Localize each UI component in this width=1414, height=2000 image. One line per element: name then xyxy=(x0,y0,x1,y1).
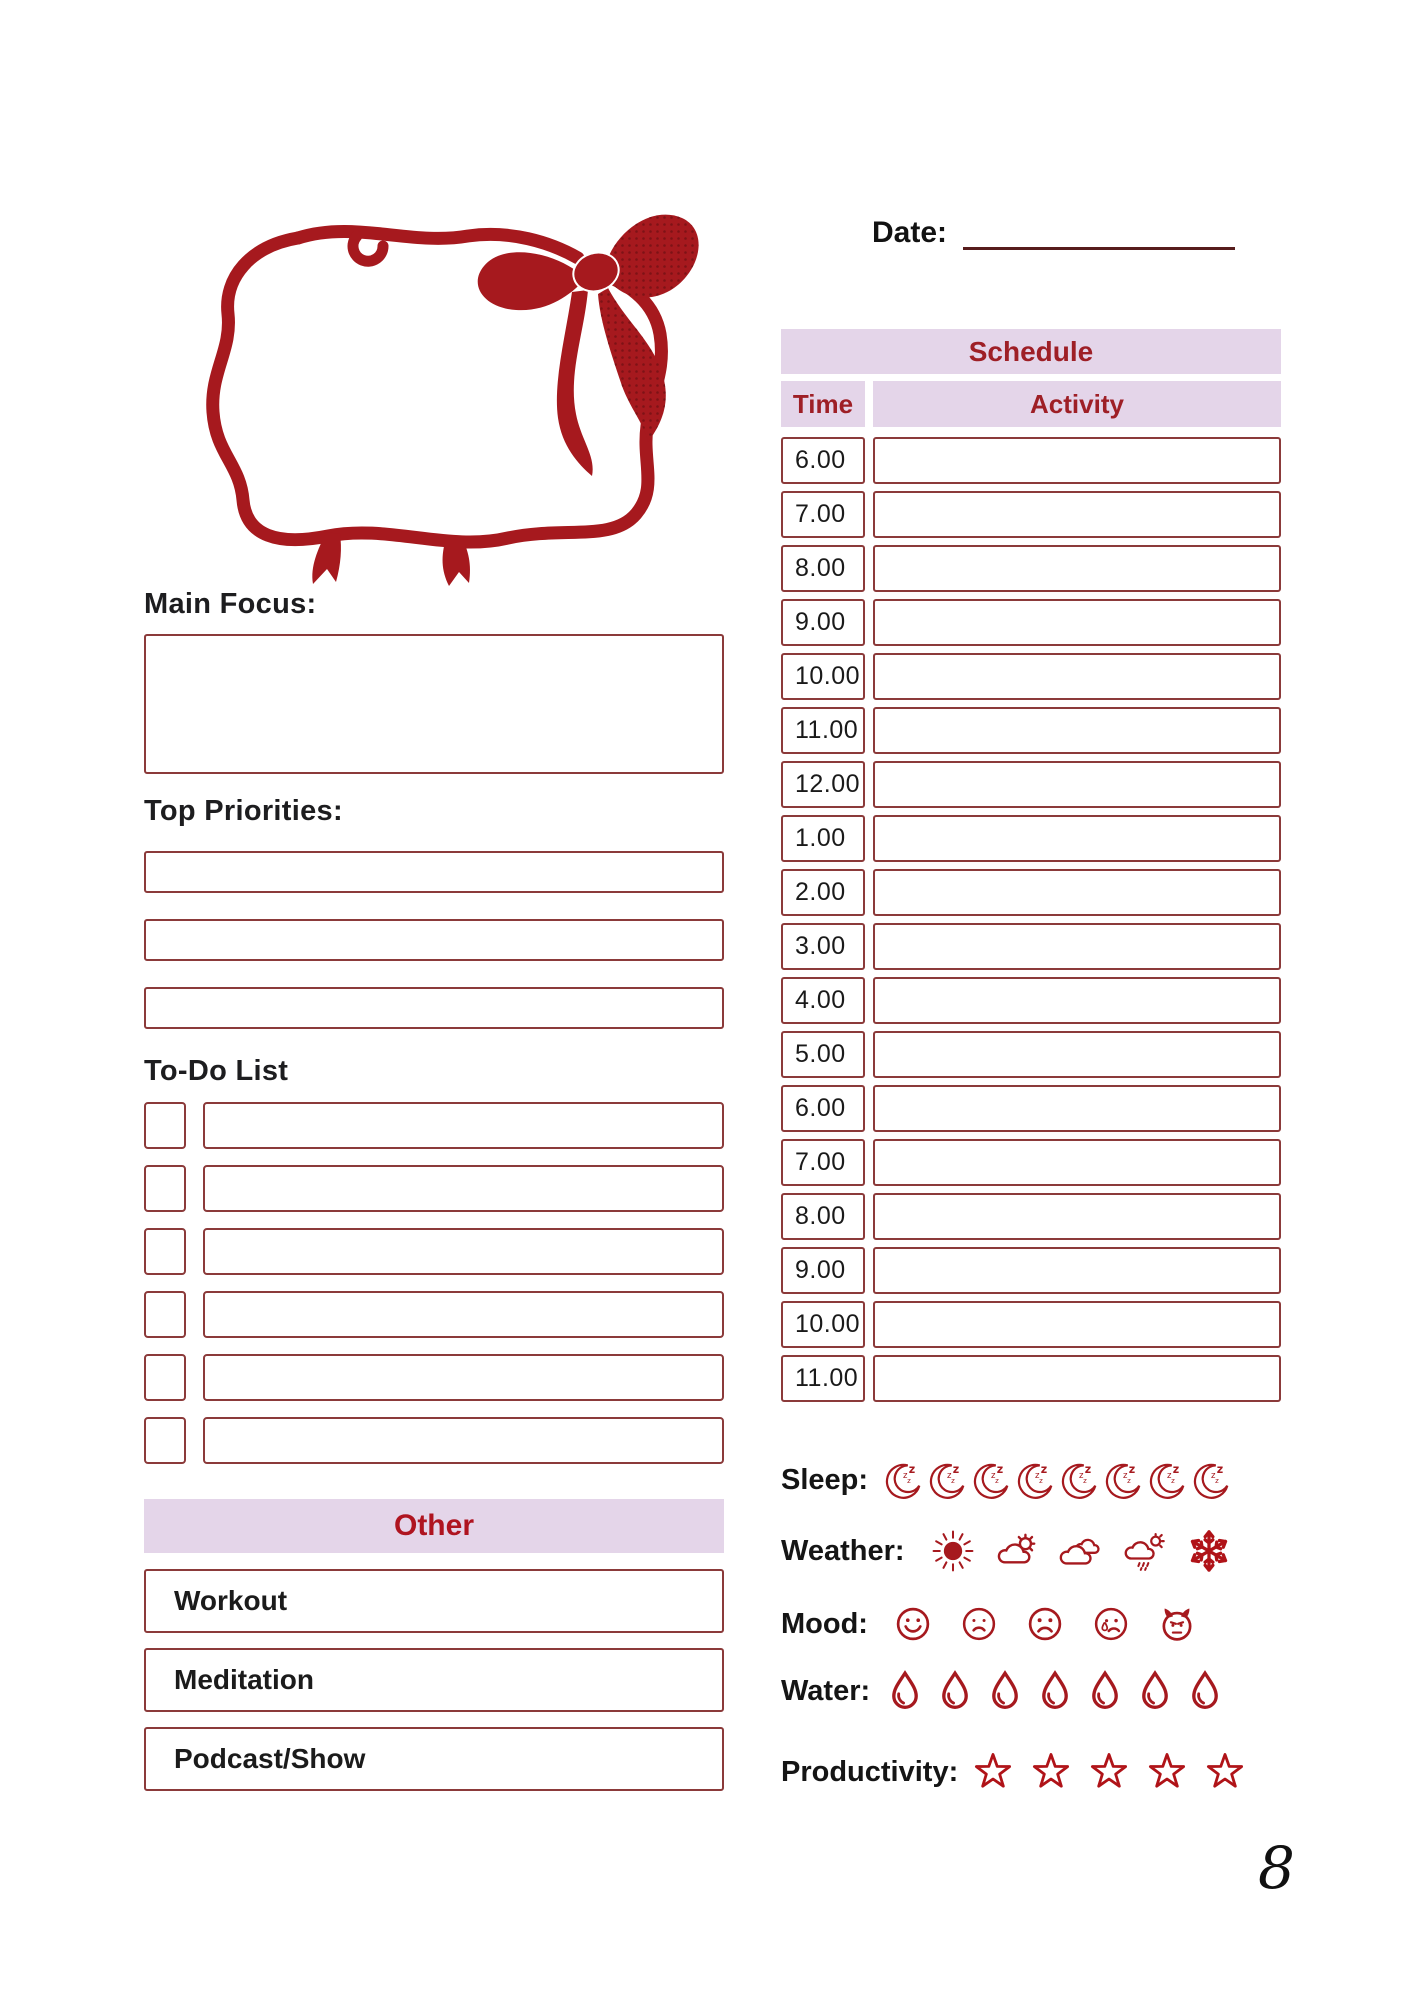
clouds-icon[interactable] xyxy=(1059,1529,1103,1573)
droplet-icon[interactable] xyxy=(1184,1670,1226,1712)
rain-sun-icon[interactable] xyxy=(1123,1529,1167,1573)
moon-zzz-icon[interactable] xyxy=(1016,1461,1054,1499)
time-cell: 10.00 xyxy=(781,653,865,700)
moon-zzz-icon[interactable] xyxy=(884,1461,922,1499)
schedule-row xyxy=(781,1139,1281,1186)
activity-cell[interactable] xyxy=(873,1355,1281,1402)
todo-text-field[interactable] xyxy=(203,1102,724,1149)
todo-checkbox[interactable] xyxy=(144,1102,186,1149)
star-outline-icon[interactable] xyxy=(972,1751,1014,1793)
activity-cell[interactable] xyxy=(873,1193,1281,1240)
activity-cell[interactable] xyxy=(873,1085,1281,1132)
activity-cell[interactable] xyxy=(873,437,1281,484)
activity-cell[interactable] xyxy=(873,977,1281,1024)
todo-row xyxy=(144,1291,724,1338)
date-row xyxy=(872,216,1235,250)
todo-list-label: To-Do List xyxy=(144,1055,289,1087)
sleep-tracker-row xyxy=(781,1452,1236,1508)
activity-cell[interactable] xyxy=(873,653,1281,700)
time-cell: 9.00 xyxy=(781,599,865,646)
date-label: Date: xyxy=(872,216,948,249)
priority-field[interactable] xyxy=(144,987,724,1029)
time-cell: 2.00 xyxy=(781,869,865,916)
todo-text-field[interactable] xyxy=(203,1417,724,1464)
activity-cell[interactable] xyxy=(873,1247,1281,1294)
todo-text-field[interactable] xyxy=(203,1354,724,1401)
schedule-row xyxy=(781,491,1281,538)
todo-list xyxy=(144,1102,724,1464)
priority-field[interactable] xyxy=(144,919,724,961)
productivity-label: Productivity: xyxy=(781,1755,959,1788)
slight-frown-face-icon[interactable] xyxy=(960,1605,998,1643)
moon-zzz-icon[interactable] xyxy=(1148,1461,1186,1499)
time-cell: 8.00 xyxy=(781,1193,865,1240)
productivity-tracker-row xyxy=(781,1744,1262,1800)
todo-row xyxy=(144,1228,724,1275)
page-number: 8 xyxy=(1258,1834,1295,1902)
activity-cell[interactable] xyxy=(873,1301,1281,1348)
todo-checkbox[interactable] xyxy=(144,1417,186,1464)
other-item-label: Podcast/Show xyxy=(174,1743,366,1774)
other-item-meditation[interactable] xyxy=(144,1648,724,1712)
schedule-column-headers xyxy=(781,381,1281,427)
smile-face-icon[interactable] xyxy=(894,1605,932,1643)
weather-label: Weather: xyxy=(781,1534,905,1567)
main-focus-label: Main Focus: xyxy=(144,588,317,620)
schedule-title: Schedule xyxy=(781,329,1281,374)
time-cell: 9.00 xyxy=(781,1247,865,1294)
todo-text-field[interactable] xyxy=(203,1165,724,1212)
schedule-row xyxy=(781,815,1281,862)
todo-checkbox[interactable] xyxy=(144,1165,186,1212)
todo-row xyxy=(144,1165,724,1212)
moon-zzz-icon[interactable] xyxy=(928,1461,966,1499)
activity-cell[interactable] xyxy=(873,707,1281,754)
time-cell: 11.00 xyxy=(781,707,865,754)
activity-cell[interactable] xyxy=(873,869,1281,916)
droplet-icon[interactable] xyxy=(984,1670,1026,1712)
time-cell: 8.00 xyxy=(781,545,865,592)
frown-face-icon[interactable] xyxy=(1026,1605,1064,1643)
activity-cell[interactable] xyxy=(873,491,1281,538)
todo-checkbox[interactable] xyxy=(144,1354,186,1401)
schedule-row xyxy=(781,599,1281,646)
droplet-icon[interactable] xyxy=(1034,1670,1076,1712)
schedule-row xyxy=(781,1301,1281,1348)
weather-tracker-row xyxy=(781,1521,1251,1581)
top-priorities-label: Top Priorities: xyxy=(144,795,343,827)
time-cell: 10.00 xyxy=(781,1301,865,1348)
top-priorities-list xyxy=(144,851,724,1029)
water-tracker-row xyxy=(781,1660,1234,1722)
droplet-icon[interactable] xyxy=(1084,1670,1126,1712)
ribbon-bow-frame-graphic xyxy=(150,186,710,586)
moon-zzz-icon[interactable] xyxy=(972,1461,1010,1499)
activity-cell[interactable] xyxy=(873,761,1281,808)
star-outline-icon[interactable] xyxy=(1146,1751,1188,1793)
schedule-row xyxy=(781,1247,1281,1294)
star-outline-icon[interactable] xyxy=(1030,1751,1072,1793)
crying-face-icon[interactable] xyxy=(1092,1605,1130,1643)
schedule-row xyxy=(781,1193,1281,1240)
schedule-row xyxy=(781,437,1281,484)
time-cell: 1.00 xyxy=(781,815,865,862)
time-cell: 6.00 xyxy=(781,1085,865,1132)
other-section-header: Other xyxy=(144,1499,724,1553)
time-cell: 6.00 xyxy=(781,437,865,484)
activity-cell[interactable] xyxy=(873,1031,1281,1078)
mood-label: Mood: xyxy=(781,1607,868,1640)
moon-zzz-icon[interactable] xyxy=(1104,1461,1142,1499)
schedule-row xyxy=(781,653,1281,700)
priority-field[interactable] xyxy=(144,851,724,893)
activity-cell[interactable] xyxy=(873,599,1281,646)
todo-checkbox[interactable] xyxy=(144,1291,186,1338)
schedule-row xyxy=(781,761,1281,808)
devil-face-icon[interactable] xyxy=(1158,1605,1196,1643)
todo-text-field[interactable] xyxy=(203,1228,724,1275)
schedule-row xyxy=(781,707,1281,754)
other-section-list xyxy=(144,1569,724,1791)
todo-text-field[interactable] xyxy=(203,1291,724,1338)
moon-zzz-icon[interactable] xyxy=(1192,1461,1230,1499)
other-item-podcast-show[interactable] xyxy=(144,1727,724,1791)
activity-cell[interactable] xyxy=(873,923,1281,970)
todo-row xyxy=(144,1354,724,1401)
star-outline-icon[interactable] xyxy=(1088,1751,1130,1793)
date-fill-line[interactable] xyxy=(963,216,1235,250)
activity-column-header: Activity xyxy=(873,381,1281,427)
time-cell: 7.00 xyxy=(781,1139,865,1186)
other-item-label: Workout xyxy=(174,1585,288,1616)
time-cell: 7.00 xyxy=(781,491,865,538)
todo-row xyxy=(144,1102,724,1149)
star-outline-icon[interactable] xyxy=(1204,1751,1246,1793)
time-column-header: Time xyxy=(781,381,865,427)
time-cell: 11.00 xyxy=(781,1355,865,1402)
time-cell: 3.00 xyxy=(781,923,865,970)
activity-cell[interactable] xyxy=(873,1139,1281,1186)
droplet-icon[interactable] xyxy=(934,1670,976,1712)
droplet-icon[interactable] xyxy=(1134,1670,1176,1712)
other-item-label: Meditation xyxy=(174,1664,314,1695)
activity-cell[interactable] xyxy=(873,815,1281,862)
time-cell: 12.00 xyxy=(781,761,865,808)
moon-zzz-icon[interactable] xyxy=(1060,1461,1098,1499)
todo-checkbox[interactable] xyxy=(144,1228,186,1275)
main-focus-box[interactable] xyxy=(144,634,724,774)
schedule-row xyxy=(781,545,1281,592)
schedule-row xyxy=(781,923,1281,970)
droplet-icon[interactable] xyxy=(884,1670,926,1712)
time-cell: 4.00 xyxy=(781,977,865,1024)
schedule-table xyxy=(781,437,1281,1402)
snowflake-icon[interactable] xyxy=(1187,1529,1231,1573)
schedule-row xyxy=(781,1031,1281,1078)
water-label: Water: xyxy=(781,1674,871,1707)
todo-row xyxy=(144,1417,724,1464)
schedule-row xyxy=(781,1355,1281,1402)
other-item-workout[interactable] xyxy=(144,1569,724,1633)
sun-icon[interactable] xyxy=(931,1529,975,1573)
activity-cell[interactable] xyxy=(873,545,1281,592)
time-cell: 5.00 xyxy=(781,1031,865,1078)
schedule-row xyxy=(781,977,1281,1024)
ribbon-bow-frame xyxy=(150,186,710,586)
sleep-label: Sleep: xyxy=(781,1463,869,1496)
schedule-row xyxy=(781,869,1281,916)
schedule-row xyxy=(781,1085,1281,1132)
mood-tracker-row xyxy=(781,1596,1224,1652)
partly-cloudy-icon[interactable] xyxy=(995,1529,1039,1573)
